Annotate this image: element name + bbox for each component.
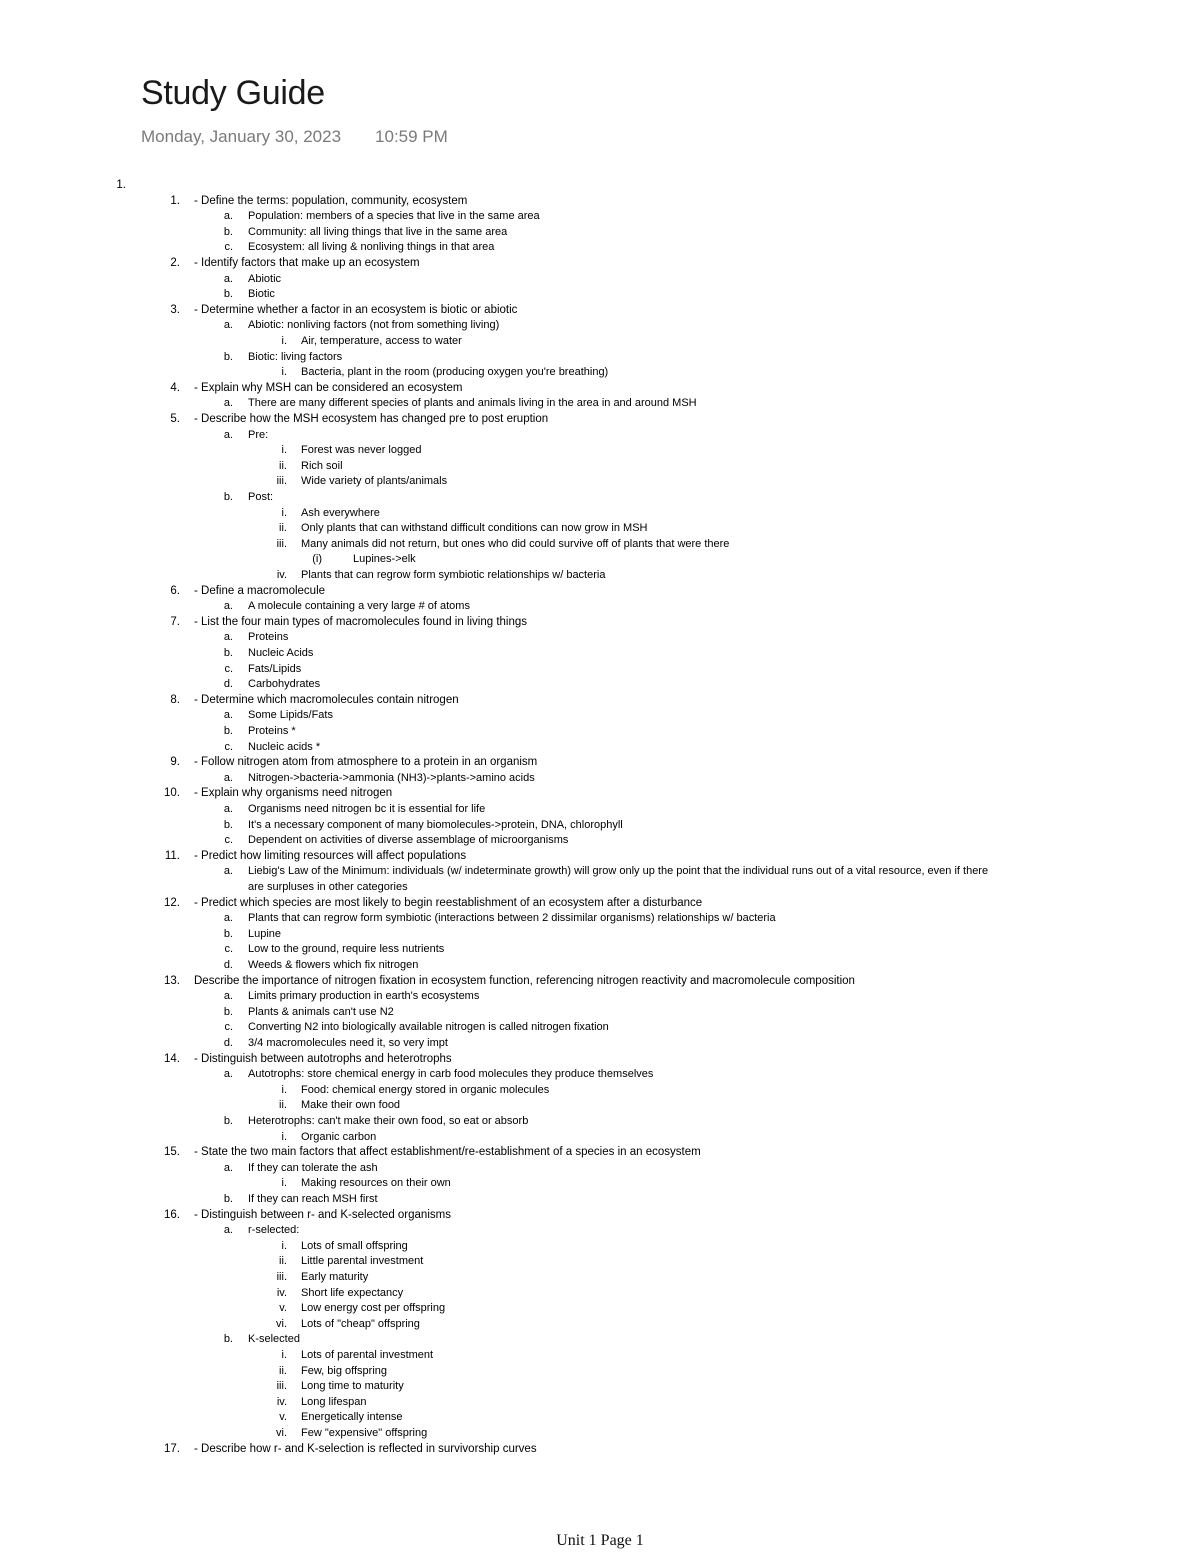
outline-text: Plants that can regrow form symbiotic relationships w/ bacteria (301, 569, 606, 581)
outline-marker: 15. (164, 1146, 180, 1159)
outline-text: Nitrogen->bacteria->ammonia (NH3)->plants->amino acids (248, 771, 535, 784)
outline-marker: d. (223, 678, 233, 691)
outline-marker: v. (279, 1302, 287, 1315)
outline-marker: vi. (276, 1427, 287, 1439)
outline-text: Heterotrophs: can't make their own food, so eat or absorb (248, 1115, 529, 1127)
outline-marker: a. (223, 990, 233, 1003)
outline-text: It's a necessary component of many biomolecules->protein, DNA, chlorophyll (248, 818, 623, 831)
outline-text: Only plants that can withstand difficult conditions can now grow in MSH (301, 522, 648, 535)
outline-text: - List the four main types of macromolecules found in living things (194, 615, 528, 628)
outline-marker: 17. (164, 1442, 180, 1455)
outline-marker: ii. (279, 459, 287, 472)
outline-marker: a. (223, 1161, 233, 1174)
outline-text: 3/4 macromolecules need it, so very impt (248, 1037, 448, 1049)
page-footer: Unit 1 Page 1 (556, 1532, 644, 1549)
outline-marker: b. (223, 1193, 233, 1205)
outline-text: Lots of "cheap" offspring (301, 1317, 420, 1330)
outline-text: Describe the importance of nitrogen fixation in ecosystem function, referencing nitrogen reactivity and macromolecule composition (194, 974, 855, 987)
outline-text: - State the two main factors that affect establishment/re-establishment of a species in an ecosystem (194, 1146, 701, 1159)
outline-marker: iii. (276, 1380, 287, 1393)
outline-marker: a. (223, 803, 233, 815)
outline-text: Organic carbon (301, 1130, 377, 1143)
page-title: Study Guide (141, 74, 325, 112)
outline-text: Plants that can regrow form symbiotic (interactions between 2 dissimilar organisms) relationships w/ bacteria (248, 912, 776, 925)
outline-marker: 4. (170, 381, 180, 394)
outline-marker: c. (224, 834, 233, 847)
outline-text: Low energy cost per offspring (301, 1302, 446, 1315)
outline-text: are surpluses in other categories (248, 881, 408, 893)
outline-text: - Define the terms: population, community, ecosystem (194, 194, 468, 207)
outline-text: Short life expectancy (301, 1286, 404, 1299)
outline-text: Air, temperature, access to water (301, 335, 462, 347)
outline-text: - Follow nitrogen atom from atmosphere to a protein in an organism (194, 756, 538, 769)
outline-marker: a. (223, 210, 233, 223)
outline-marker: c. (224, 662, 233, 675)
outline-marker: iii. (276, 475, 287, 488)
outline-text: - Describe how the MSH ecosystem has changed pre to post eruption (194, 413, 549, 425)
outline-text: Pre: (248, 428, 269, 441)
outline-marker: 9. (170, 756, 180, 769)
outline-text: - Explain why organisms need nitrogen (194, 787, 393, 800)
outline-text: - Explain why MSH can be considered an ecosystem (194, 381, 463, 394)
outline-marker: i. (281, 1130, 287, 1143)
outline-text: Few, big offspring (301, 1364, 388, 1377)
outline-marker: v. (279, 1411, 287, 1424)
outline-text: Long lifespan (301, 1395, 367, 1408)
outline-text: Population: members of a species that live in the same area (248, 210, 540, 223)
outline-text: Early maturity (301, 1271, 369, 1283)
outline-marker: a. (223, 319, 233, 332)
outline-marker: d. (223, 1037, 233, 1049)
outline-marker: vi. (276, 1317, 287, 1330)
outline-text: Biotic (248, 288, 275, 301)
page-timestamp (141, 127, 448, 147)
outline-marker: c. (224, 241, 233, 254)
outline-text: Community: all living things that live in the same area (248, 225, 508, 238)
outline-text: Ash everywhere (301, 506, 380, 519)
outline-text: Rich soil (301, 459, 343, 472)
outline-marker: 3. (170, 303, 180, 316)
outline-text: Autotrophs: store chemical energy in carb food molecules they produce themselves (248, 1068, 654, 1081)
outline-marker: (i) (312, 553, 322, 566)
outline-text: Forest was never logged (301, 444, 422, 457)
outline-marker: iii. (276, 1271, 287, 1283)
outline-text: Ecosystem: all living & nonliving things in that area (248, 241, 495, 254)
outline-marker: 11. (164, 849, 180, 862)
outline-text: Some Lipids/Fats (248, 709, 333, 722)
outline-marker: a. (223, 865, 233, 878)
outline-marker: 8. (170, 693, 180, 706)
outline-marker: 14. (164, 1052, 180, 1065)
outline-marker: i. (281, 1177, 287, 1190)
outline-marker: b. (223, 1005, 233, 1018)
outline-marker: iv. (276, 569, 287, 581)
outline-marker: 12. (164, 896, 180, 909)
outline-text: Make their own food (301, 1099, 401, 1112)
outline-text: - Define a macromolecule (194, 584, 326, 597)
outline-text: Lupine (248, 927, 282, 940)
outline-text: K-selected (248, 1333, 300, 1346)
outline-marker: c. (224, 943, 233, 956)
outline-marker: c. (224, 1021, 233, 1034)
outline-marker: b. (223, 350, 233, 363)
outline-text: Converting N2 into biologically available nitrogen is called nitrogen fixation (248, 1021, 609, 1034)
outline-text: There are many different species of plants and animals living in the area in and around MSH (248, 397, 697, 410)
outline-marker: a. (223, 1068, 233, 1081)
outline-marker: 1. (116, 179, 126, 191)
outline-text: - Distinguish between autotrophs and heterotrophs (194, 1052, 452, 1065)
outline-marker: i. (281, 335, 287, 347)
outline-text: Proteins (248, 631, 289, 644)
outline-text: - Describe how r- and K-selection is reflected in survivorship curves (194, 1442, 537, 1455)
outline-marker: ii. (279, 1255, 287, 1268)
outline-text: Wide variety of plants/animals (301, 475, 448, 488)
outline-text: Weeds & flowers which fix nitrogen (248, 959, 419, 971)
outline-marker: b. (223, 288, 233, 301)
outline-text: Bacteria, plant in the room (producing oxygen you're breathing) (301, 366, 609, 379)
outline-text: Lots of small offspring (301, 1239, 408, 1252)
outline-text: Food: chemical energy stored in organic molecules (301, 1083, 550, 1096)
outline-marker: 13. (164, 974, 180, 987)
outline-marker: ii. (279, 1364, 287, 1377)
outline-text: Post: (248, 491, 274, 503)
outline-marker: a. (223, 771, 233, 784)
outline-marker: b. (223, 818, 233, 831)
outline-marker: 1. (170, 194, 180, 207)
outline-marker: a. (223, 272, 233, 285)
outline-text: Abiotic (248, 272, 282, 285)
outline-marker: a. (223, 428, 233, 441)
outline-marker: d. (223, 959, 233, 971)
outline-text: Lupines->elk (353, 553, 416, 566)
outline-text: - Distinguish between r- and K-selected organisms (194, 1208, 451, 1221)
outline-marker: iii. (276, 537, 287, 550)
outline-text: Little parental investment (301, 1255, 424, 1268)
outline-marker: 2. (170, 257, 180, 269)
outline-text: Many animals did not return, but ones who did could survive off of plants that were there (301, 537, 730, 550)
outline-text: Abiotic: nonliving factors (not from something living) (248, 319, 500, 332)
outline-marker: 5. (170, 413, 180, 425)
outline-text: Energetically intense (301, 1411, 403, 1424)
outline-marker: a. (223, 1224, 233, 1237)
outline-text: A molecule containing a very large # of atoms (248, 600, 470, 613)
outline-text: Organisms need nitrogen bc it is essential for life (248, 803, 486, 815)
outline-text: Liebig's Law of the Minimum: individuals (w/ indeterminate growth) will grow only up the point that the individual runs out of a vital resource, even if there (248, 865, 989, 878)
outline-text: If they can tolerate the ash (248, 1161, 378, 1174)
outline-text: Lots of parental investment (301, 1349, 434, 1361)
outline-text: - Determine whether a factor in an ecosystem is biotic or abiotic (194, 303, 518, 316)
page-time: 10:59 PM (375, 127, 448, 146)
outline-text: Long time to maturity (301, 1380, 404, 1393)
outline-marker: b. (223, 647, 233, 659)
outline-text: Few "expensive" offspring (301, 1427, 428, 1439)
outline-marker: i. (281, 444, 287, 457)
outline-marker: i. (281, 1083, 287, 1096)
outline-text: Making resources on their own (301, 1177, 451, 1190)
outline-marker: 16. (164, 1208, 180, 1221)
outline-marker: i. (281, 1349, 287, 1361)
outline-marker: b. (223, 725, 233, 737)
outline-text: Plants & animals can't use N2 (248, 1005, 394, 1018)
outline-marker: a. (223, 631, 233, 644)
outline-text: - Predict how limiting resources will affect populations (194, 849, 467, 862)
outline-marker: i. (281, 506, 287, 519)
outline-marker: c. (224, 740, 233, 753)
outline-text: - Determine which macromolecules contain nitrogen (194, 693, 459, 706)
outline-marker: 6. (170, 584, 180, 597)
outline-marker: ii. (279, 1099, 287, 1112)
outline-text: If they can reach MSH first (248, 1193, 378, 1205)
outline-text: Nucleic acids * (248, 740, 321, 753)
outline-marker: a. (223, 709, 233, 722)
outline-text: Fats/Lipids (248, 662, 302, 675)
outline-marker: a. (223, 397, 233, 410)
outline-marker: ii. (279, 522, 287, 535)
outline-marker: i. (281, 1239, 287, 1252)
outline-marker: iv. (276, 1286, 287, 1299)
outline-text: Proteins * (248, 725, 296, 737)
outline-text: Biotic: living factors (248, 350, 343, 363)
outline-text: Limits primary production in earth's ecosystems (248, 990, 480, 1003)
outline-marker: a. (223, 600, 233, 613)
outline-marker: i. (281, 366, 287, 379)
outline-marker: 7. (170, 615, 180, 628)
outline-text: Dependent on activities of diverse assemblage of microorganisms (248, 834, 569, 847)
outline-text: Nucleic Acids (248, 647, 314, 659)
outline-text: Low to the ground, require less nutrients (248, 943, 445, 956)
page-date: Monday, January 30, 2023 (141, 127, 342, 146)
outline-text: - Predict which species are most likely to begin reestablishment of an ecosystem after a disturbance (194, 896, 703, 909)
outline-text: - Identify factors that make up an ecosystem (194, 257, 420, 269)
outline-marker: b. (223, 1333, 233, 1346)
outline-marker: b. (223, 927, 233, 940)
outline-marker: b. (223, 1115, 233, 1127)
outline-text: Carbohydrates (248, 678, 321, 691)
outline-marker: a. (223, 912, 233, 925)
outline-text: r-selected: (248, 1224, 300, 1237)
outline-marker: b. (223, 491, 233, 503)
outline-marker: 10. (164, 787, 180, 800)
outline-marker: iv. (276, 1395, 287, 1408)
outline-marker: b. (223, 225, 233, 238)
